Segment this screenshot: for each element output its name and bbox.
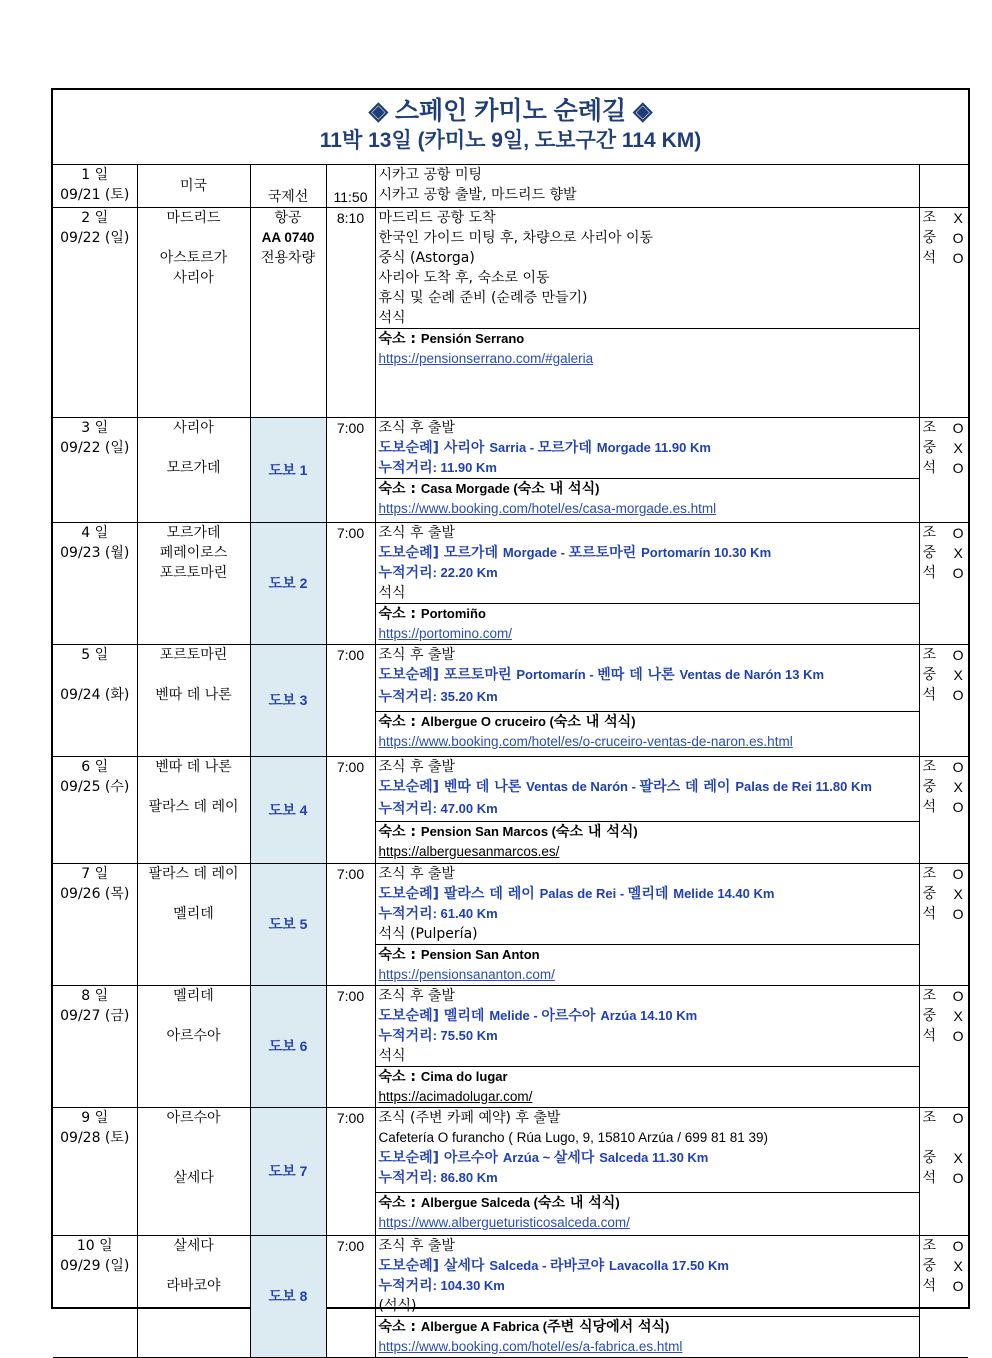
time-cell: 7:00 (326, 644, 375, 756)
meal-cell: 조 O 중 X 석 O (919, 417, 968, 522)
lodging-link[interactable]: https://www.booking.com/hotel/es/o-cruceiro-ventas-de-naron.es.html (378, 733, 793, 749)
meal-cell (919, 165, 968, 207)
day-cell: 10 일 09/29 (일) (53, 1235, 137, 1357)
place-cell: 미국 (137, 165, 250, 207)
activity-cell: 조식 후 출발 도보순례] 팔라스 데 레이 Palas de Rei - 멜리데 Melide 14.40 Km 누적거리: 61.40 Km 석식 (Pulpería) 숙소 : Pension San Anton https://pensionsananton.com/ (375, 863, 919, 985)
cumulative-distance: 누적거리: 104.30 Km (378, 1277, 505, 1294)
place-cell: 아르수아 살세다 (137, 1107, 250, 1235)
walk-stage-cell: 도보 5 (250, 863, 326, 985)
time-cell: 8:10 (326, 207, 375, 417)
day-cell: 7 일 09/26 (목) (53, 863, 137, 985)
route-line: 도보순례] 벤따 데 나론 Ventas de Narón - 팔라스 데 레이 Palas de Rei 11.80 Km (378, 778, 872, 795)
route-line: 도보순례] 멜리데 Melide - 아르수아 Arzúa 14.10 Km (378, 1007, 698, 1024)
place-cell: 모르가데 페레이로스 포르토마린 (137, 522, 250, 644)
time-cell: 11:50 (326, 165, 375, 207)
lodging-link[interactable]: https://acimadolugar.com/ (378, 1088, 533, 1104)
meal-cell: 조 X 중 O 석 O (919, 207, 968, 417)
day-cell: 9 일 09/28 (토) (53, 1107, 137, 1235)
day-row-5 (53, 644, 968, 756)
lodging-link[interactable]: https://pensionsananton.com/ (378, 966, 555, 982)
lodging-block: 숙소 : Cima do lugar https://acimadolugar.com/ (376, 1066, 920, 1107)
meal-cell: 조 O 중 X 석 O (919, 1235, 968, 1357)
lodging-link[interactable]: https://www.booking.com/hotel/es/a-fabrica.es.html (378, 1338, 683, 1354)
meal-cell: 조 O 중 X 석 O (919, 985, 968, 1107)
day-cell: 2 일 09/22 (일) (53, 207, 137, 417)
day-row-2 (53, 207, 968, 417)
time-cell: 7:00 (326, 1235, 375, 1357)
day-row-3 (53, 417, 968, 522)
lodging-block: 숙소 : Portomiño https://portomino.com/ (376, 603, 920, 644)
meal-cell: 조 O 중 X 석 O (919, 1107, 968, 1235)
day-row-7 (53, 863, 968, 985)
activity-cell: 조식 후 출발 도보순례] 멜리데 Melide - 아르수아 Arzúa 14.10 Km 누적거리: 75.50 Km 석식 숙소 : Cima do lugar https://acimadolugar.com/ (375, 985, 919, 1107)
route-line: 도보순례] 팔라스 데 레이 Palas de Rei - 멜리데 Melide 14.40 Km (378, 885, 775, 902)
cumulative-distance: 누적거리: 11.90 Km (378, 459, 497, 476)
time-cell: 7:00 (326, 417, 375, 522)
walk-stage-cell: 도보 3 (250, 644, 326, 756)
walk-stage-cell: 도보 7 (250, 1107, 326, 1235)
day-cell: 1 일 09/21 (토) (53, 165, 137, 207)
activity-cell: 조식 후 출발 도보순례] 포르토마린 Portomarín - 벤따 데 나론 Ventas de Narón 13 Km 누적거리: 35.20 Km 숙소 : Albergue O cruceiro (숙소 내 석식) https://www.booking.com/hotel/es/o-cruceiro-ventas-de-naron.es.html (375, 644, 919, 756)
day-row-4 (53, 522, 968, 644)
route-line: 도보순례] 모르가데 Morgade - 포르토마린 Portomarín 10.30 Km (378, 544, 772, 561)
activity-cell: 조식 후 출발 도보순례] 살세다 Salceda - 라바코야 Lavacolla 17.50 Km 누적거리: 104.30 Km (석식) 숙소 : Albergue A Fabrica (주변 식당에서 석식) https://www.booking.com/hotel/es/a-fabrica.es.html (375, 1235, 919, 1357)
day-row-9 (53, 1107, 968, 1235)
walk-stage-cell: 도보 8 (250, 1235, 326, 1357)
time-cell: 7:00 (326, 756, 375, 863)
route-line: 도보순례] 포르토마린 Portomarín - 벤따 데 나론 Ventas de Narón 13 Km (378, 666, 825, 683)
walk-stage-cell: 도보 6 (250, 985, 326, 1107)
day-cell: 5 일 09/24 (화) (53, 644, 137, 756)
lodging-name: Pensión Serrano (420, 330, 525, 346)
activity-cell: 조식 후 출발 도보순례] 모르가데 Morgade - 포르토마린 Portomarín 10.30 Km 누적거리: 22.20 Km 석식 숙소 : Portomiño https://portomino.com/ (375, 522, 919, 644)
itinerary-table (53, 165, 968, 1358)
cumulative-distance: 누적거리: 22.20 Km (378, 564, 498, 581)
activity-cell: 마드리드 공항 도착 한국인 가이드 미팅 후, 차량으로 사리아 이동 중식 (Astorga) 사리아 도착 후, 숙소로 이동 휴식 및 순례 준비 (순례증 만들기) 석식 숙소 : Pensión Serrano https://pensionserrano.com/#galeria (375, 207, 919, 417)
cumulative-distance: 누적거리: 47.00 Km (378, 800, 498, 817)
time-cell: 7:00 (326, 985, 375, 1107)
route-line: 도보순례] 살세다 Salceda - 라바코야 Lavacolla 17.50 Km (378, 1257, 729, 1274)
place-cell: 살세다 라바코야 (137, 1235, 250, 1357)
lodging-block: 숙소 : Pension San Marcos (숙소 내 석식) https://alberguesanmarcos.es/ (376, 821, 920, 862)
walk-stage-cell: 도보 4 (250, 756, 326, 863)
time-cell: 7:00 (326, 1107, 375, 1235)
lodging-block: 숙소 : Pensión Serrano https://pensionserrano.com/#galeria (376, 328, 920, 369)
walk-stage-cell: 도보 2 (250, 522, 326, 644)
activity-cell: 조식 후 출발 도보순례] 벤따 데 나론 Ventas de Narón - 팔라스 데 레이 Palas de Rei 11.80 Km 누적거리: 47.00 Km 숙소 : Pension San Marcos (숙소 내 석식) https://alberguesanmarcos.es/ (375, 756, 919, 863)
time-cell: 7:00 (326, 863, 375, 985)
lodging-link[interactable]: https://www.albergueturisticosalceda.com/ (378, 1214, 630, 1230)
lodging-block: 숙소 : Casa Morgade (숙소 내 석식) https://www.booking.com/hotel/es/casa-morgade.es.html (376, 478, 920, 519)
day-cell: 3 일 09/22 (일) (53, 417, 137, 522)
day-cell: 8 일 09/27 (금) (53, 985, 137, 1107)
lodging-link[interactable]: https://portomino.com/ (378, 625, 513, 641)
page-title: ◈ 스페인 카미노 순례길 ◈ (368, 97, 653, 125)
day-cell: 4 일 09/23 (월) (53, 522, 137, 644)
activity-cell: 시카고 공항 미팅 시카고 공항 출발, 마드리드 향발 (375, 165, 919, 207)
lodging-block: 숙소 : Albergue O cruceiro (숙소 내 석식) https://www.booking.com/hotel/es/o-cruceiro-ventas-de-naron.es.html (376, 711, 920, 752)
transport-cell: 국제선 (250, 165, 326, 207)
place-cell: 포르토마린 벤따 데 나론 (137, 644, 250, 756)
cumulative-distance: 누적거리: 86.80 Km (378, 1169, 498, 1186)
lodging-block: 숙소 : Albergue A Fabrica (주변 식당에서 석식) https://www.booking.com/hotel/es/a-fabrica.es.html (376, 1316, 920, 1357)
day-row-6 (53, 756, 968, 863)
meal-cell: 조 O 중 X 석 O (919, 863, 968, 985)
walk-stage-cell: 도보 1 (250, 417, 326, 522)
place-cell: 멜리데 아르수아 (137, 985, 250, 1107)
place-cell: 마드리드 아스토르가 사리아 (137, 207, 250, 417)
lodging-block: 숙소 : Pension San Anton https://pensionsananton.com/ (376, 944, 920, 985)
activity-cell: 조식 (주변 카페 예약) 후 출발 Cafetería O furancho ( Rúa Lugo, 9, 15810 Arzúa / 699 81 81 39) 도보순례] 아르수아 Arzúa ~ 살세다 Salceda 11.30 Km 누적거리: 86.80 Km 숙소 : Albergue Salceda (숙소 내 석식) https://www.albergueturisticosalceda.com/ (375, 1107, 919, 1235)
place-cell: 팔라스 데 레이 멜리데 (137, 863, 250, 985)
day-row-10 (53, 1235, 968, 1357)
page-subtitle: 11박 13일 (카미노 9일, 도보구간 114 KM) (319, 129, 702, 152)
place-cell: 벤따 데 나론 팔라스 데 레이 (137, 756, 250, 863)
transport-cell: 항공 AA 0740 전용차량 (250, 207, 326, 417)
itinerary-sheet (51, 88, 970, 1354)
cumulative-distance: 누적거리: 35.20 Km (378, 688, 498, 705)
lodging-link[interactable]: https://pensionserrano.com/#galeria (378, 350, 594, 366)
meal-cell: 조 O 중 X 석 O (919, 644, 968, 756)
cumulative-distance: 누적거리: 75.50 Km (378, 1027, 498, 1044)
lodging-block: 숙소 : Albergue Salceda (숙소 내 석식) https://www.albergueturisticosalceda.com/ (376, 1192, 920, 1233)
meal-cell: 조 O 중 X 석 O (919, 522, 968, 644)
activity-cell: 조식 후 출발 도보순례] 사리아 Sarria - 모르가데 Morgade 11.90 Km 누적거리: 11.90 Km 숙소 : Casa Morgade (숙소 내 석식) https://www.booking.com/hotel/es/casa-morgade.es.html (375, 417, 919, 522)
time-cell: 7:00 (326, 522, 375, 644)
lodging-link[interactable]: https://alberguesanmarcos.es/ (378, 843, 560, 859)
place-cell: 사리아 모르가데 (137, 417, 250, 522)
meal-cell: 조 O 중 X 석 O (919, 756, 968, 863)
route-line: 도보순례] 아르수아 Arzúa ~ 살세다 Salceda 11.30 Km (378, 1149, 709, 1166)
title-block (53, 90, 968, 165)
day-cell: 6 일 09/25 (수) (53, 756, 137, 863)
cumulative-distance: 누적거리: 61.40 Km (378, 905, 498, 922)
route-line: 도보순례] 사리아 Sarria - 모르가데 Morgade 11.90 Km (378, 439, 711, 456)
day-row-1 (53, 165, 968, 207)
day-row-8 (53, 985, 968, 1107)
lodging-link[interactable]: https://www.booking.com/hotel/es/casa-morgade.es.html (378, 500, 717, 516)
